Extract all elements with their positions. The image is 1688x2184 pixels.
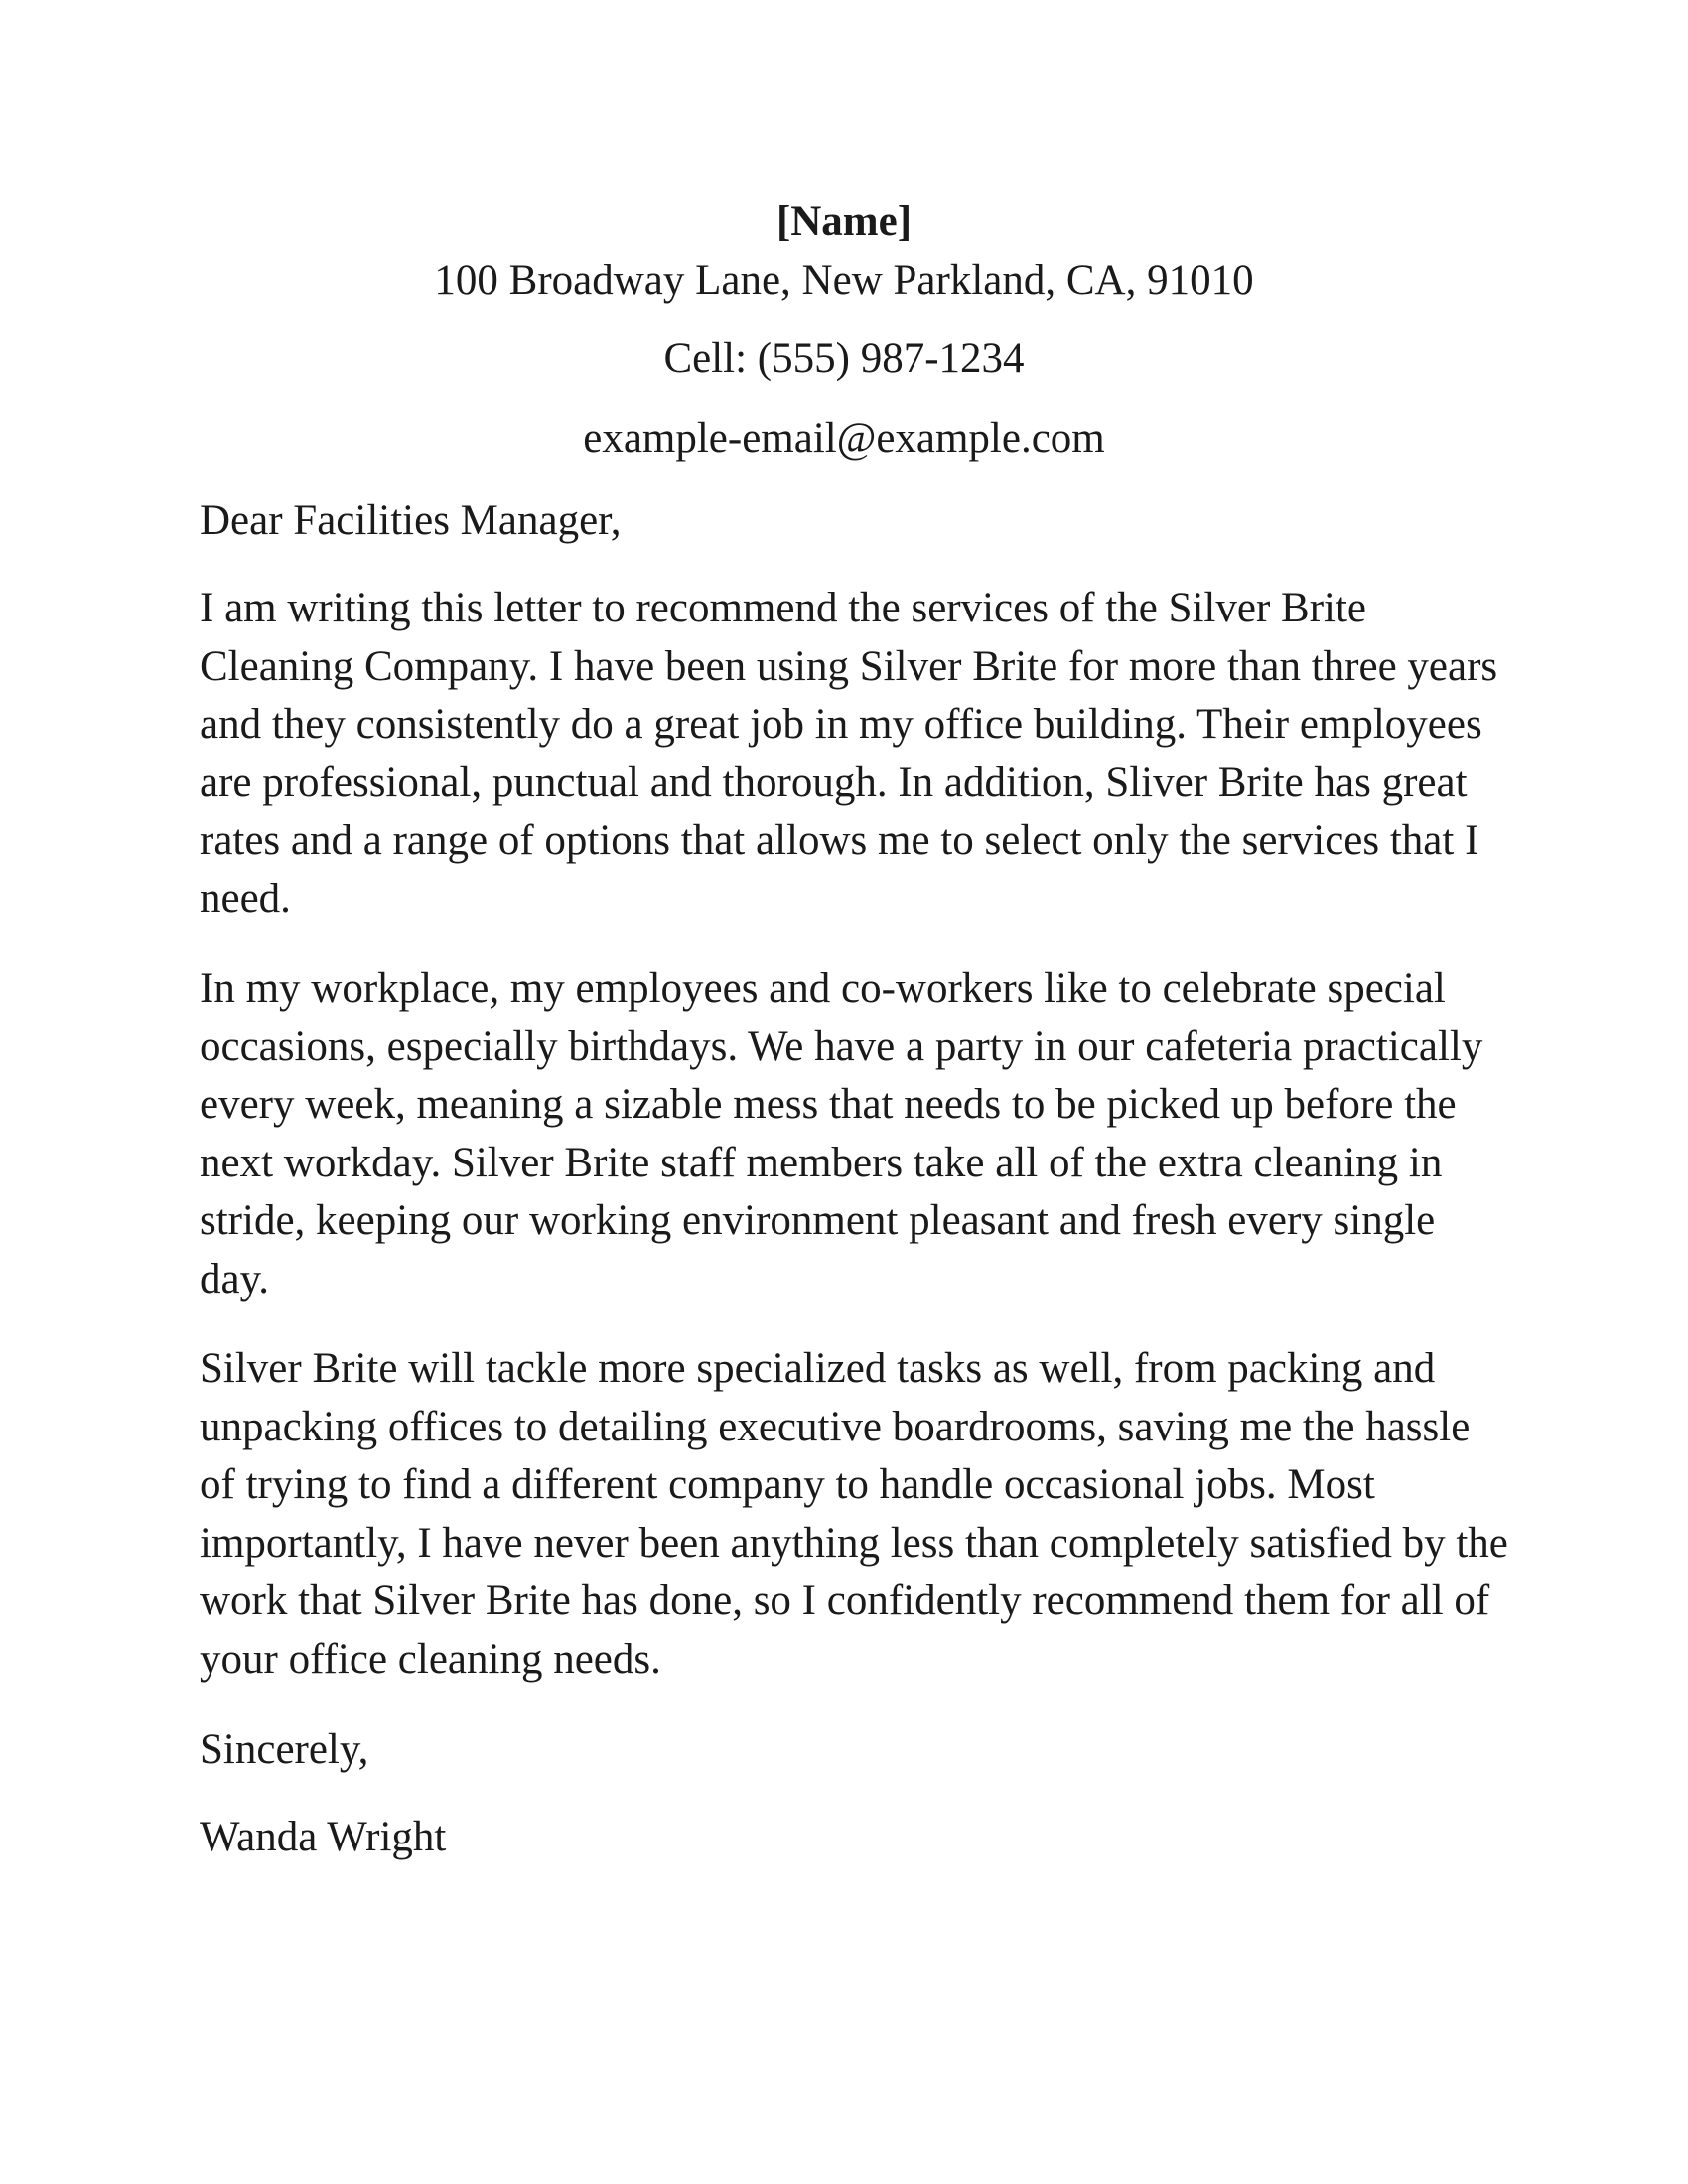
- body-paragraph-2: In my workplace, my employees and co-workers like to celebrate special occasions, especially birthdays. We have a party in our cafeteria practically every week, meaning a sizable mess that needs to be picked up before the next workday. Silver Brite staff members take all of the extra cleaning in stride, keeping our working environment pleasant and fresh every single day.: [200, 965, 1483, 1302]
- body-paragraph-3: Silver Brite will tackle more specialized tasks as well, from packing and unpacking offices to detailing executive boardrooms, saving me the hassle of trying to find a different company to handle occasional jobs. Most importantly, I have never been anything less than completely satisfied by the work that Silver Brite has done, so I confidently recommend them for all of your office cleaning needs.: [200, 1345, 1508, 1683]
- closing: Sincerely,: [200, 1726, 369, 1773]
- salutation: Dear Facilities Manager,: [200, 497, 622, 544]
- sender-email: example-email@example.com: [583, 415, 1105, 462]
- sender-name: [Name]: [775, 199, 913, 245]
- sender-phone: Cell: (555) 987-1234: [663, 336, 1025, 382]
- body-paragraph-1: I am writing this letter to recommend the services of the Silver Brite Cleaning Company. I have been using Silver Brite for more than three years and they consistently do a great job in my office building. Their employees are professional, punctual and thorough. In addition, Sliver Brite has great rates and a range of options that allows me to select only the services that I need.: [200, 585, 1498, 922]
- signature-name: Wanda Wright: [200, 1814, 447, 1860]
- sender-address: 100 Broadway Lane, New Parkland, CA, 91010: [434, 257, 1254, 304]
